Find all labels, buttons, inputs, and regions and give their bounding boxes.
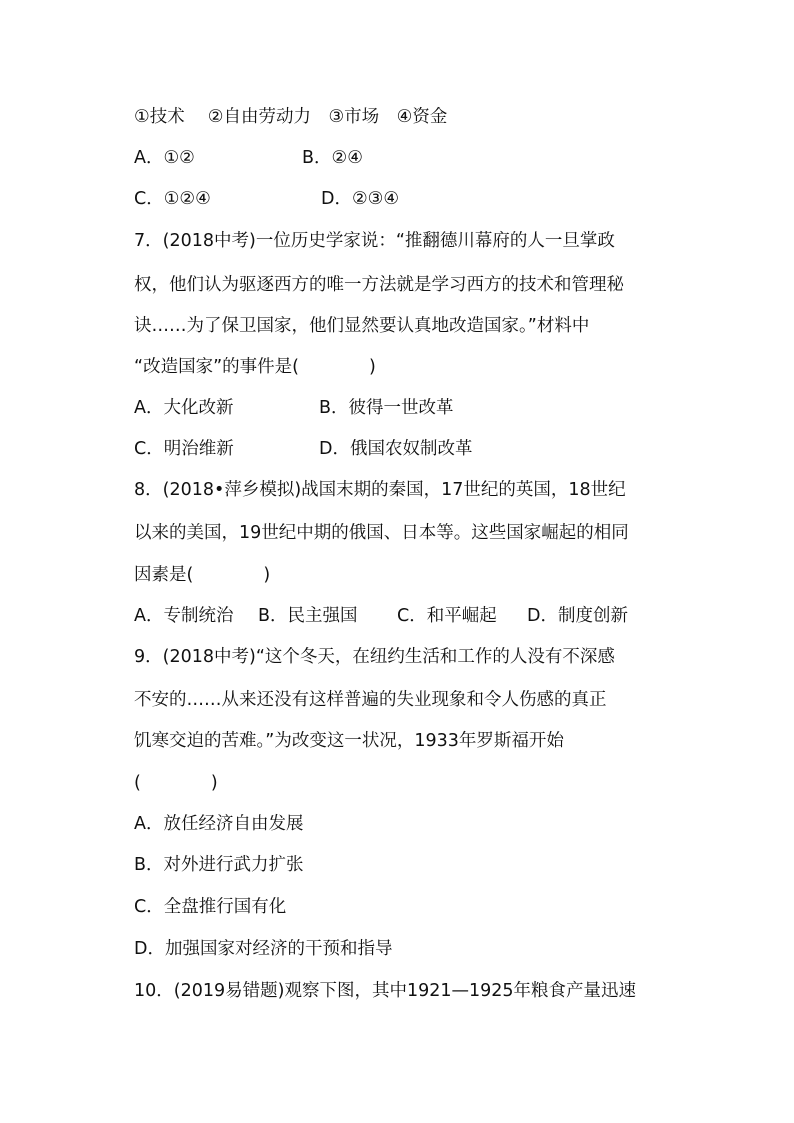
q8-option-b: B．民主强国	[258, 606, 358, 626]
q7-stem-line-4: “改造国家”的事件是( )	[134, 357, 376, 377]
q7-stem-line-1: 7．(2018中考)一位历史学家说：“推翻德川幕府的人一旦掌政	[134, 231, 615, 251]
q9-option-d: D．加强国家对经济的干预和指导	[134, 939, 393, 959]
q7-stem-line-3: 诀……为了保卫国家，他们显然要认真地改造国家。”材料中	[134, 316, 590, 336]
q9-stem-line-4: ( )	[134, 773, 218, 793]
q6-option-c: C．①②④	[134, 189, 211, 209]
q10-stem-line-1: 10．(2019易错题)观察下图，其中1921—1925年粮食产量迅速	[134, 981, 637, 1001]
q9-stem-line-3: 饥寒交迫的苦难。”为改变这一状况，1933年罗斯福开始	[134, 731, 564, 751]
q9-option-c: C．全盘推行国有化	[134, 897, 287, 917]
q6-option-a: A．①②	[134, 148, 195, 168]
q9-stem-line-1: 9．(2018中考)“这个冬天，在纽约生活和工作的人没有不深感	[134, 647, 615, 667]
q6-items: ①技术 ②自由劳动力 ③市场 ④资金	[134, 107, 448, 127]
q8-stem-line-2: 以来的美国，19世纪中期的俄国、日本等。这些国家崛起的相同	[134, 523, 629, 543]
q7-stem-line-2: 权，他们认为驱逐西方的唯一方法就是学习西方的技术和管理秘	[134, 275, 624, 295]
q6-option-b: B．②④	[302, 148, 363, 168]
q9-option-b: B．对外进行武力扩张	[134, 855, 304, 875]
q7-option-d: D．俄国农奴制改革	[319, 439, 473, 459]
q8-option-d: D．制度创新	[527, 606, 628, 626]
q9-option-a: A．放任经济自由发展	[134, 814, 304, 834]
q9-stem-line-2: 不安的……从来还没有这样普遍的失业现象和令人伤感的真正	[134, 690, 607, 710]
q6-option-d: D．②③④	[321, 189, 400, 209]
q7-option-c: C．明治维新	[134, 439, 234, 459]
q8-option-c: C．和平崛起	[397, 606, 497, 626]
q7-option-b: B．彼得一世改革	[319, 398, 454, 418]
q8-stem-line-3: 因素是( )	[134, 565, 271, 585]
q8-stem-line-1: 8．(2018•萍乡模拟)战国末期的秦国，17世纪的英国，18世纪	[134, 480, 626, 500]
q8-option-a: A．专制统治	[134, 606, 234, 626]
q7-option-a: A．大化改新	[134, 398, 234, 418]
